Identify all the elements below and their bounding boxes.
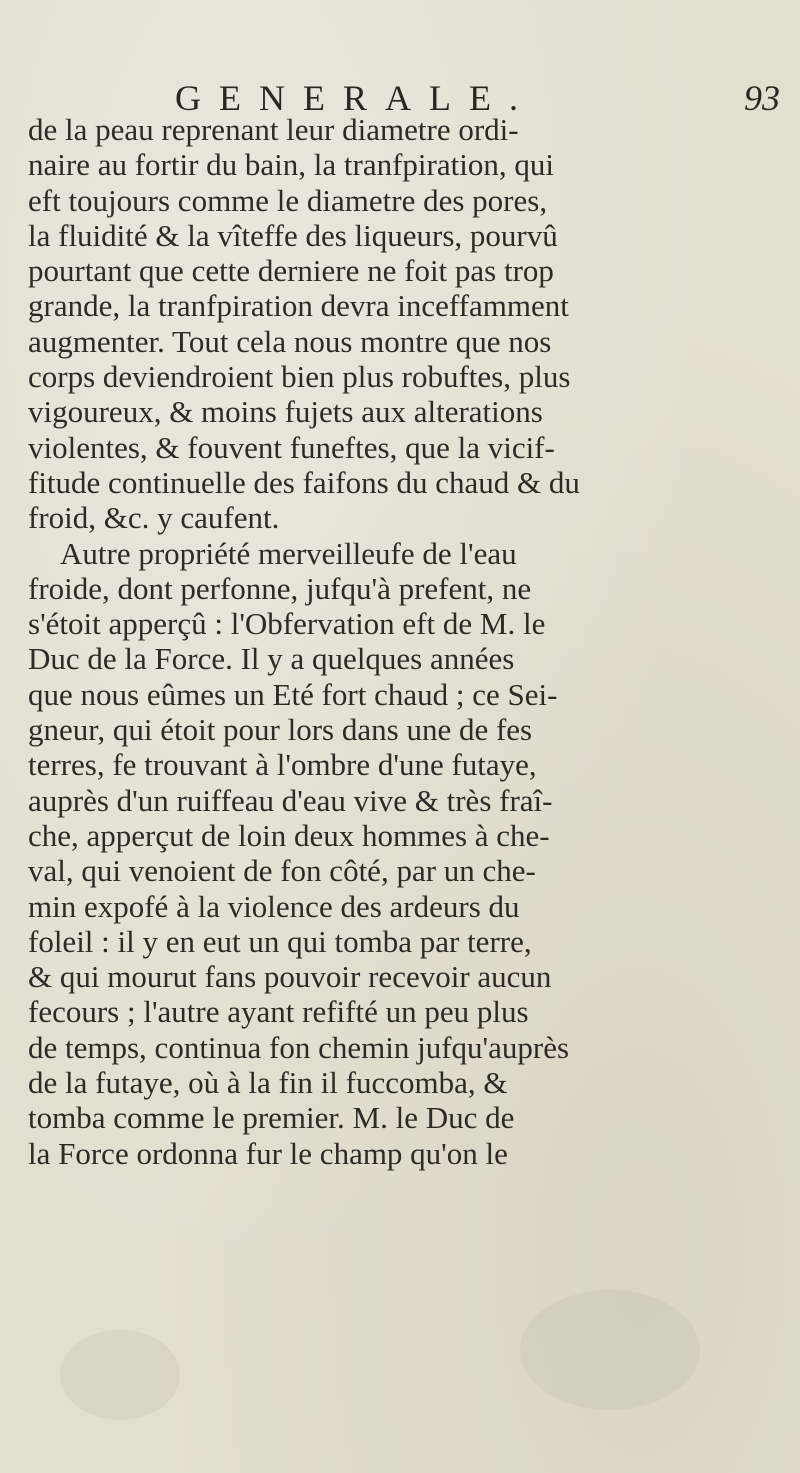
text-line: eft toujours comme le diametre des pores, (28, 182, 548, 218)
text-line: froide, dont perfonne, jufqu'à prefent, ne (28, 570, 532, 606)
text-line: pourtant que cette derniere ne foit pas trop (28, 253, 554, 289)
text-line: fitude continuelle des faifons du chaud & du (28, 464, 580, 500)
text-line: auprès d'un ruiffeau d'eau vive & très fraî- (28, 782, 553, 818)
page-number: 93 (744, 78, 780, 118)
text-line: froid, &c. y caufent. (28, 500, 280, 536)
text-line: naire au fortir du bain, la tranfpiration, qui (28, 147, 554, 183)
text-line: s'étoit apperçû : l'Obfervation eft de M. le (28, 606, 546, 642)
text-line: augmenter. Tout cela nous montre que nos (28, 323, 552, 359)
paper-stain (60, 1330, 180, 1420)
text-line: vigoureux, & moins fujets aux alterations (28, 394, 543, 430)
text-line: que nous eûmes un Eté fort chaud ; ce Sei- (28, 676, 558, 712)
text-line: val, qui venoient de fon côté, par un che- (28, 853, 536, 889)
text-line: corps deviendroient bien plus robuftes, plus (28, 359, 571, 395)
text-line: de temps, continua fon chemin jufqu'auprès (28, 1029, 570, 1065)
text-line: de la futaye, où à la fin il fuccomba, & (28, 1065, 508, 1101)
text-line: min expofé à la violence des ardeurs du (28, 888, 520, 924)
text-line: terres, fe trouvant à l'ombre d'une futaye, (28, 747, 537, 783)
text-line: & qui mourut fans pouvoir recevoir aucun (28, 959, 552, 995)
text-line: Duc de la Force. Il y a quelques années (28, 641, 515, 677)
text-line: gneur, qui étoit pour lors dans une de fes (28, 712, 533, 748)
text-line: fecours ; l'autre ayant refifté un peu plus (28, 994, 529, 1030)
paragraph-start-line: Autre propriété merveilleufe de l'eau (60, 535, 517, 571)
paper-stain (520, 1290, 700, 1410)
text-line: violentes, & fouvent funeftes, que la vicif- (28, 429, 555, 465)
text-line: la fluidité & la vîteffe des liqueurs, pourvû (28, 217, 558, 253)
running-title: GENERALE. (175, 78, 536, 118)
text-line: de la peau reprenant leur diametre ordi- (28, 112, 519, 147)
text-line: tomba comme le premier. M. le Duc de (28, 1100, 515, 1136)
text-line: la Force ordonna fur le champ qu'on le (28, 1135, 508, 1171)
text-line: che, apperçut de loin deux hommes à che- (28, 817, 550, 853)
body-text (28, 112, 788, 1171)
text-line: foleil : il y en eut un qui tomba par terre, (28, 923, 532, 959)
text-line: grande, la tranfpiration devra inceffamment (28, 288, 569, 324)
